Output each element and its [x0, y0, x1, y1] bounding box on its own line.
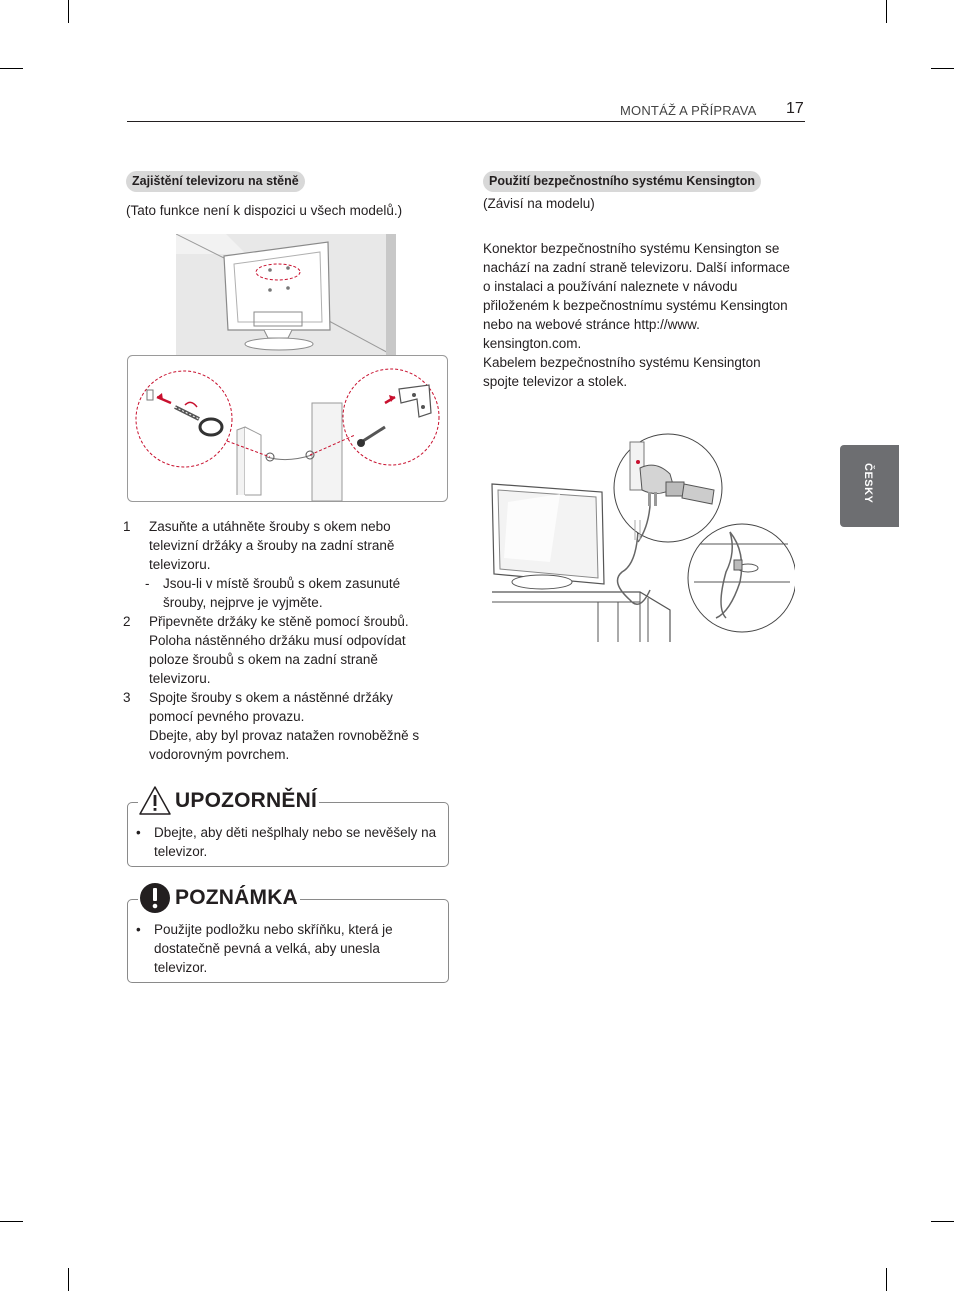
language-tab	[840, 445, 899, 527]
kensington-paragraph-2: Kabelem bezpečnostního systému Kensington spojte televizor a stolek.	[483, 355, 761, 389]
step-3-note-text: Dbejte, aby byl provaz natažen rovnoběžně s vodorovným povrchem.	[149, 728, 420, 762]
page-number: 17	[786, 100, 804, 117]
section-header: MONTÁŽ A PŘÍPRAVA	[620, 103, 757, 118]
note-title: POZNÁMKA	[175, 886, 298, 909]
exclamation-icon	[138, 881, 172, 915]
step-2-text: Připevněte držáky ke stěně pomocí šroubů. Poloha nástěnného držáku musí odpovídat poloze šroubů s okem na zadní straně televizoru.	[149, 614, 409, 686]
step-1-number: 1	[123, 519, 131, 534]
note-bullet: •	[136, 922, 141, 937]
note-item-text: Použijte podložku nebo skříňku, která je dostatečně pevná a velká, aby unesla televizor.	[154, 922, 393, 975]
step-1-sub-dash: -	[145, 576, 150, 591]
tv-back-illustration	[176, 234, 396, 356]
kensington-lock-illustration	[490, 432, 795, 644]
kensington-model-note: (Závisí na modelu)	[483, 196, 595, 211]
header-rule	[127, 121, 805, 122]
step-1-sub-text: Jsou-li v místě šroubů s okem zasunuté šrouby, nejprve je vyjměte.	[163, 576, 401, 610]
step-3-number: 3	[123, 690, 131, 705]
step-2-number: 2	[123, 614, 131, 629]
caution-item-text: Dbejte, aby děti nešplhaly nebo se nevěšely na televizor.	[154, 825, 437, 859]
language-tab-label: ČESKY	[862, 463, 874, 504]
caution-bullet: •	[136, 825, 141, 840]
caution-title-row	[138, 782, 319, 820]
availability-note: (Tato funkce není k dispozici u všech modelů.)	[126, 203, 403, 218]
step-3-text: Spojte šrouby s okem a nástěnné držáky pomocí pevného provazu.	[149, 690, 393, 724]
caution-title: UPOZORNĚNÍ	[175, 789, 318, 812]
kensington-paragraph-1: Konektor bezpečnostního systému Kensington se nachází na zadní straně televizoru. Další informace o instalaci a používání naleznete v návodu přiloženém k bezpečnostnímu systému Kensington nebo na webové stránce http://www. kensington.com.	[483, 241, 790, 351]
wall-securing-heading: Zajištění televizoru na stěně	[126, 171, 305, 192]
warning-triangle-icon	[138, 785, 172, 817]
step-1-text: Zasuňte a utáhněte šrouby s okem nebo televizní držáky a šrouby na zadní straně televizoru.	[149, 519, 395, 572]
kensington-heading: Použití bezpečnostního systému Kensington	[483, 171, 761, 192]
note-title-row	[138, 879, 300, 917]
wall-bracket-illustration	[127, 355, 448, 502]
